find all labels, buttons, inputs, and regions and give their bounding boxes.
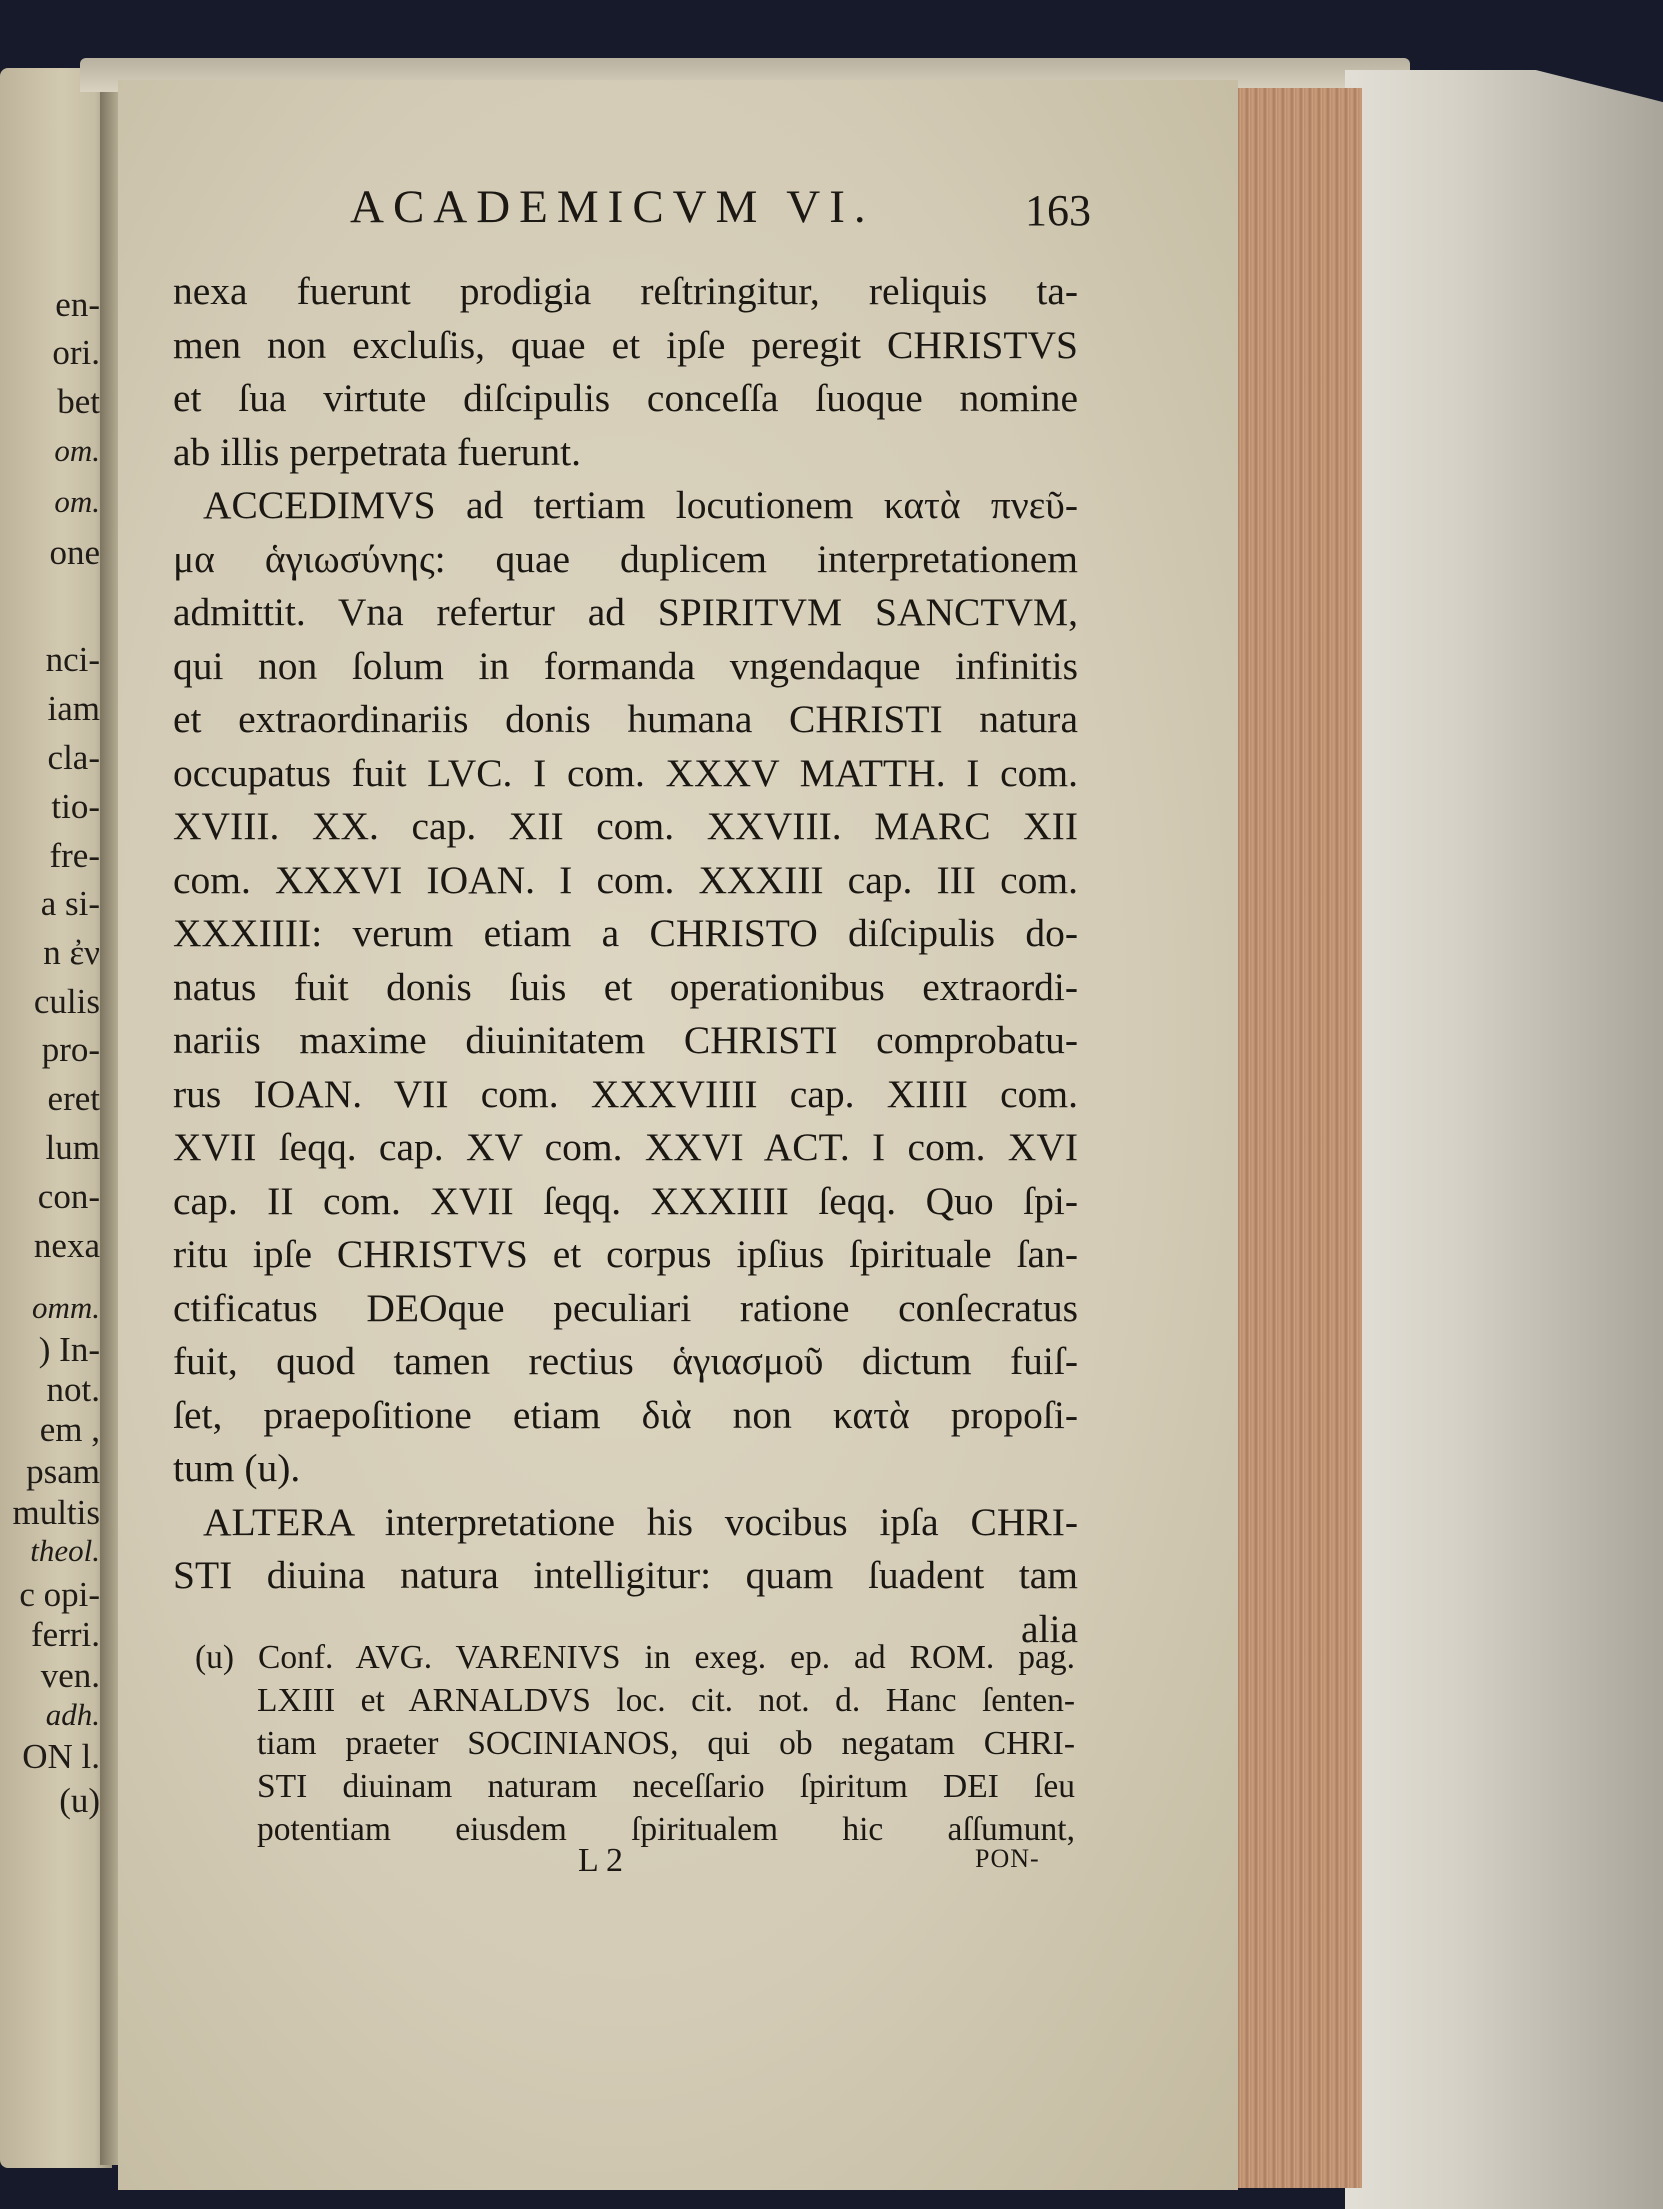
facing-page-fragment: psam [26,1452,100,1491]
signature-mark: L 2 [578,1842,624,1879]
footnote-line: tiam praeter SOCINIANOS, qui ob negatam CHRI- [257,1725,1075,1762]
text-line: μα ἁγιωσύνης: quae duplicem interpretationem [173,536,1078,581]
facing-page-left [0,68,112,2168]
facing-page-fragment: fre- [49,836,100,875]
text-line: men non excluſis, quae et ipſe peregit CHRISTVS [173,322,1078,367]
book-cover-right [1345,70,1663,2209]
text-line: XVIII. XX. cap. XII com. XXVIII. MARC XII [173,804,1078,848]
facing-page-fragment: con- [37,1177,100,1216]
facing-page-fragment: ) In- [38,1330,100,1369]
footnote-line: potentiam eiusdem ſpiritualem hic aſſumunt, [257,1811,1075,1848]
text-line: ſet, praepoſitione etiam διὰ non κατὰ propoſi- [173,1392,1078,1437]
facing-page-fragment: one [49,533,100,572]
text-line: ALTERA interpretatione his vocibus ipſa CHRI- [203,1499,1078,1544]
text-line: fuit, quod tamen rectius ἁγιασμοῦ dictum fuiſ- [173,1339,1078,1383]
catchword: PON- [975,1844,1040,1873]
facing-page-fragment: theol. [30,1533,100,1568]
facing-page-fragment: nexa [33,1226,100,1265]
text-line: tum (u). [173,1446,301,1490]
main-text [173,265,1078,1656]
footnote-line: STI diuinam naturam neceſſario ſpiritum DEI ſeu [257,1768,1075,1805]
facing-page-fragment: pro- [41,1030,100,1069]
text-line: qui non ſolum in formanda vngendaque infinitis [173,643,1078,688]
facing-page-fragment: om. [54,433,100,468]
facing-page-fragment: n ἐν [43,933,100,972]
page-block-edges [1230,88,1362,2188]
facing-page-fragment: ON l. [22,1737,100,1776]
facing-page-fragment: (u) [59,1781,100,1820]
facing-page-fragment: lum [45,1128,100,1167]
facing-page-fragment: bet [57,382,100,421]
text-line: nariis maxime diuinitatem CHRISTI comprobatu- [173,1018,1078,1062]
text-line: XVII ſeqq. cap. XV com. XXVI ACT. I com. XVI [173,1125,1078,1169]
text-line: et extraordinariis donis humana CHRISTI natura [173,697,1078,741]
facing-page-fragment: cla- [47,738,100,777]
running-title: ACADEMICVM VI. [350,181,875,233]
facing-page-fragment: omm. [31,1290,100,1325]
text-line: nexa fuerunt prodigia reſtringitur, reliquis ta- [173,269,1078,313]
facing-page-fragment: ori. [52,333,100,372]
text-line: ctificatus DEOque peculiari ratione conſecratus [173,1285,1078,1330]
facing-page-fragment: en- [55,285,100,324]
text-line: rus IOAN. VII com. XXXVIIII cap. XIIII com. [173,1071,1078,1116]
text-line: ACCEDIMVS ad tertiam locutionem κατὰ πνεῦ- [203,483,1078,527]
facing-page-fragment: c opi- [19,1575,100,1614]
text-line: ab illis perpetrata fuerunt. [173,429,581,474]
text-line: XXXIIII: verum etiam a CHRISTO diſcipulis do- [173,911,1078,955]
text-line: com. XXXVI IOAN. I com. XXXIII cap. III com. [173,857,1078,902]
text-line: admittit. Vna refertur ad SPIRITVM SANCTVM, [173,590,1078,634]
footnotes [195,1636,1075,1851]
text-line: et ſua virtute diſcipulis conceſſa ſuoque nomine [173,376,1078,420]
facing-page-fragment: eret [47,1079,100,1118]
facing-page-fragment: culis [33,982,100,1021]
footnote-line: (u) Conf. AVG. VARENIVS in exeg. ep. ad ROM. pag. [195,1639,1075,1676]
facing-page-fragment: adh. [45,1697,100,1732]
facing-page-fragment: em , [39,1410,100,1449]
facing-page-fragment: iam [47,689,100,728]
facing-page-fragment: multis [12,1493,100,1532]
text-line: ritu ipſe CHRISTVS et corpus ipſius ſpirituale ſan- [173,1232,1078,1276]
text-line: natus fuit donis ſuis et operationibus extraordi- [173,964,1078,1009]
facing-page-fragment: nci- [45,640,100,679]
facing-page-fragment: a si- [40,884,100,923]
page-number: 163 [1025,186,1091,235]
facing-page-fragment: ven. [40,1656,100,1695]
footnote-line: LXIII et ARNALDVS loc. cit. not. d. Hanc ſenten- [257,1682,1075,1719]
facing-page-fragment: ferri. [31,1615,100,1654]
text-line: cap. II com. XVII ſeqq. XXXIIII ſeqq. Quo ſpi- [173,1178,1078,1223]
catchword-line: alia [1020,1606,1078,1651]
facing-page-fragment: not. [46,1370,100,1409]
text-line: occupatus fuit LVC. I com. XXXV MATTH. I com. [173,750,1078,795]
facing-page-fragment: om. [54,484,100,519]
text-line: STI diuina natura intelligitur: quam ſuadent tam [173,1553,1078,1597]
facing-page-fragment: tio- [51,787,100,826]
